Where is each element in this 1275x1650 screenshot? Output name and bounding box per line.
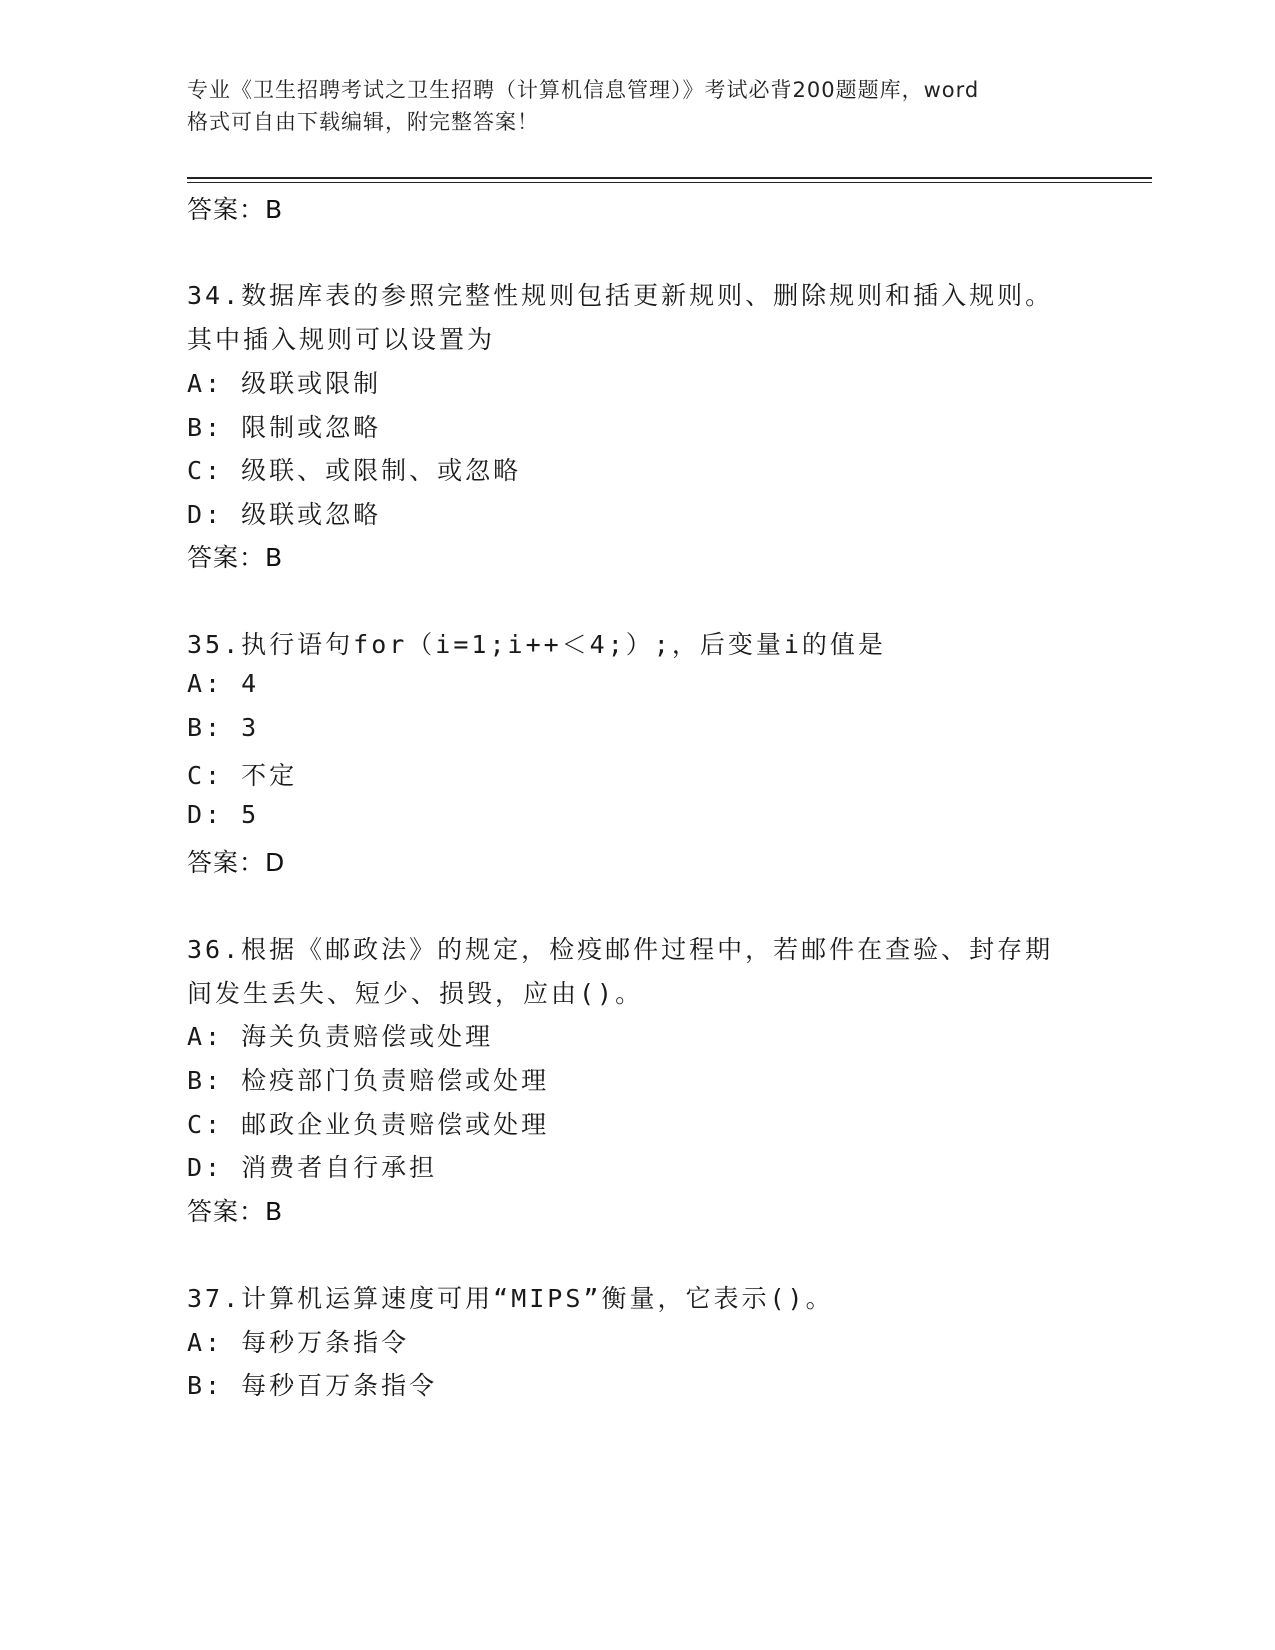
- header-divider-thin: [187, 182, 1152, 183]
- question-35-stem: 35.执行语句for（i=1;i++＜4;）;，后变量i的值是: [187, 630, 886, 659]
- question-34-option-b: B: 限制或忽略: [187, 413, 382, 442]
- question-37-option-a: A: 每秒万条指令: [187, 1328, 410, 1357]
- header-line-2: 格式可自由下载编辑，附完整答案！: [187, 110, 539, 134]
- header-divider-thick: [187, 177, 1152, 179]
- document-header: [187, 74, 1087, 138]
- header-line-1: 专业《卫生招聘考试之卫生招聘（计算机信息管理）》考试必背200题题库，word: [187, 78, 980, 102]
- question-36-stem-cont: 间发生丢失、短少、损毁，应由()。: [187, 979, 644, 1008]
- question-36-answer: 答案：B: [187, 1197, 284, 1226]
- question-36-option-d: D: 消费者自行承担: [187, 1153, 438, 1182]
- question-36-option-b: B: 检疫部门负责赔偿或处理: [187, 1066, 550, 1095]
- question-36-stem: 36.根据《邮政法》的规定，检疫邮件过程中，若邮件在查验、封存期: [187, 935, 1054, 964]
- answer-line: 答案：B: [187, 195, 284, 224]
- question-34-stem-cont: 其中插入规则可以设置为: [187, 325, 496, 354]
- question-36-option-c: C: 邮政企业负责赔偿或处理: [187, 1110, 550, 1139]
- question-37-stem: 37.计算机运算速度可用“MIPS”衡量，它表示()。: [187, 1284, 834, 1313]
- question-35-answer: 答案：D: [187, 848, 286, 877]
- question-34-option-d: D: 级联或忽略: [187, 500, 382, 529]
- question-37-option-b: B: 每秒百万条指令: [187, 1371, 438, 1400]
- question-34-option-c: C: 级联、或限制、或忽略: [187, 456, 522, 485]
- question-34-option-a: A: 级联或限制: [187, 369, 382, 398]
- question-36-option-a: A: 海关负责赔偿或处理: [187, 1022, 494, 1051]
- question-35-option-d: D: 5: [187, 800, 260, 829]
- question-34-stem: 34.数据库表的参照完整性规则包括更新规则、删除规则和插入规则。: [187, 281, 1054, 310]
- question-35-option-c: C: 不定: [187, 761, 298, 790]
- question-35-option-b: B: 3: [187, 713, 260, 742]
- question-35-option-a: A: 4: [187, 669, 260, 698]
- question-34-answer: 答案：B: [187, 543, 284, 572]
